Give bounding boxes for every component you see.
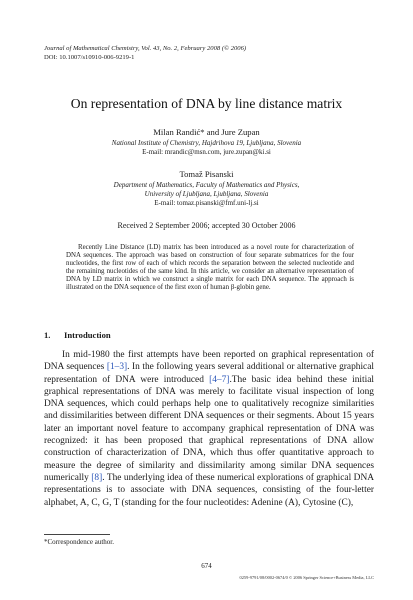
abstract: Recently Line Distance (LD) matrix has been introduced as a novel route for characterization of DNA sequences. The approach was based on construction of four separate submatrices for the four nucleotides, the first row of each of which records the separation between the selected nucleotide and the remaining nucleotides of the same kind. In this article, we consider an alternative representation of DNA by LD matrix in which we construct a single matrix for each DNA sequence. The approach is illustrated on the DNA sequence of the first exon of human β-globin gene. bbox=[66, 244, 354, 292]
footnote-rule bbox=[44, 534, 110, 535]
affiliation-2-line-1: Department of Mathematics, Faculty of Mathematics and Physics, bbox=[113, 181, 300, 189]
affiliation-1: National Institute of Chemistry, Hajdrihova 19, Ljubljana, Slovenia bbox=[111, 139, 302, 147]
section-title: Introduction bbox=[64, 330, 111, 340]
copyright-line: 0259-9791/08/0002-0674/0 © 2006 Springer Science+Business Media, LLC bbox=[239, 575, 374, 580]
author-names-1: Milan Randić* and Jure Zupan bbox=[153, 127, 260, 137]
section-heading bbox=[44, 330, 111, 340]
footnote: *Correspondence author. bbox=[44, 538, 114, 546]
email-1: E-mail: mrandic@msn.com, jure.zupan@ki.si bbox=[142, 148, 271, 156]
journal-citation: Journal of Mathematical Chemistry, Vol. 43, No. 2, February 2008 (© 2006) bbox=[44, 45, 247, 52]
citation-link-2[interactable]: [4–7] bbox=[209, 374, 230, 385]
section-number: 1. bbox=[44, 330, 51, 340]
body-text-4: . The underlying idea of these numerical explorations of graphical DNA representations is to associate with DNA sequences, consisting of the four-letter alphabet, A, C, G, T (standing for the four nucleotides: Adenine (A), Cytosine (C), bbox=[44, 472, 374, 508]
body-paragraph bbox=[44, 349, 374, 509]
doi-line: DOI: 10.1007/s10910-006-9219-1 bbox=[44, 54, 135, 61]
citation-link-3[interactable]: [8] bbox=[91, 472, 103, 483]
author-names-2: Tomaž Pisanski bbox=[179, 169, 234, 179]
body-text-2: . In the following years several additional or alternative graphical representation of DNA were introduced bbox=[44, 362, 374, 385]
page-number: 674 bbox=[201, 562, 212, 570]
citation-link-1[interactable]: [1–3] bbox=[106, 362, 128, 373]
journal-header bbox=[44, 44, 374, 62]
body-text-1: In mid-1980 the first attempts have been reported on graphical representation of DNA sequences bbox=[44, 350, 374, 373]
received-dates: Received 2 September 2006; accepted 30 October 2006 bbox=[117, 221, 296, 230]
affiliation-2-line-2: University of Ljubljana, Ljubljana, Slovenia bbox=[144, 190, 269, 198]
body-text-3: .The basic idea behind these initial graphical representations of DNA was merely to facilitate visual inspection of long DNA sequences, which could perhaps help one to qualitatively recognize similarities and dissimilarities between different DNA sequences or their segments. About 15 years later an important novel feature to accompany graphical representation of DNA was recognized: it has been proposed that graphical representations of DNA allow construction of characterization of DNA, which thus offer quantitative approach to measure the degree of similarity and dissimilarity among similar DNA sequences numerically bbox=[44, 374, 374, 483]
paper-title: On representation of DNA by line distance matrix bbox=[70, 96, 343, 111]
email-2: E-mail: tomaz.pisanski@fmf.uni-lj.si bbox=[154, 199, 259, 207]
